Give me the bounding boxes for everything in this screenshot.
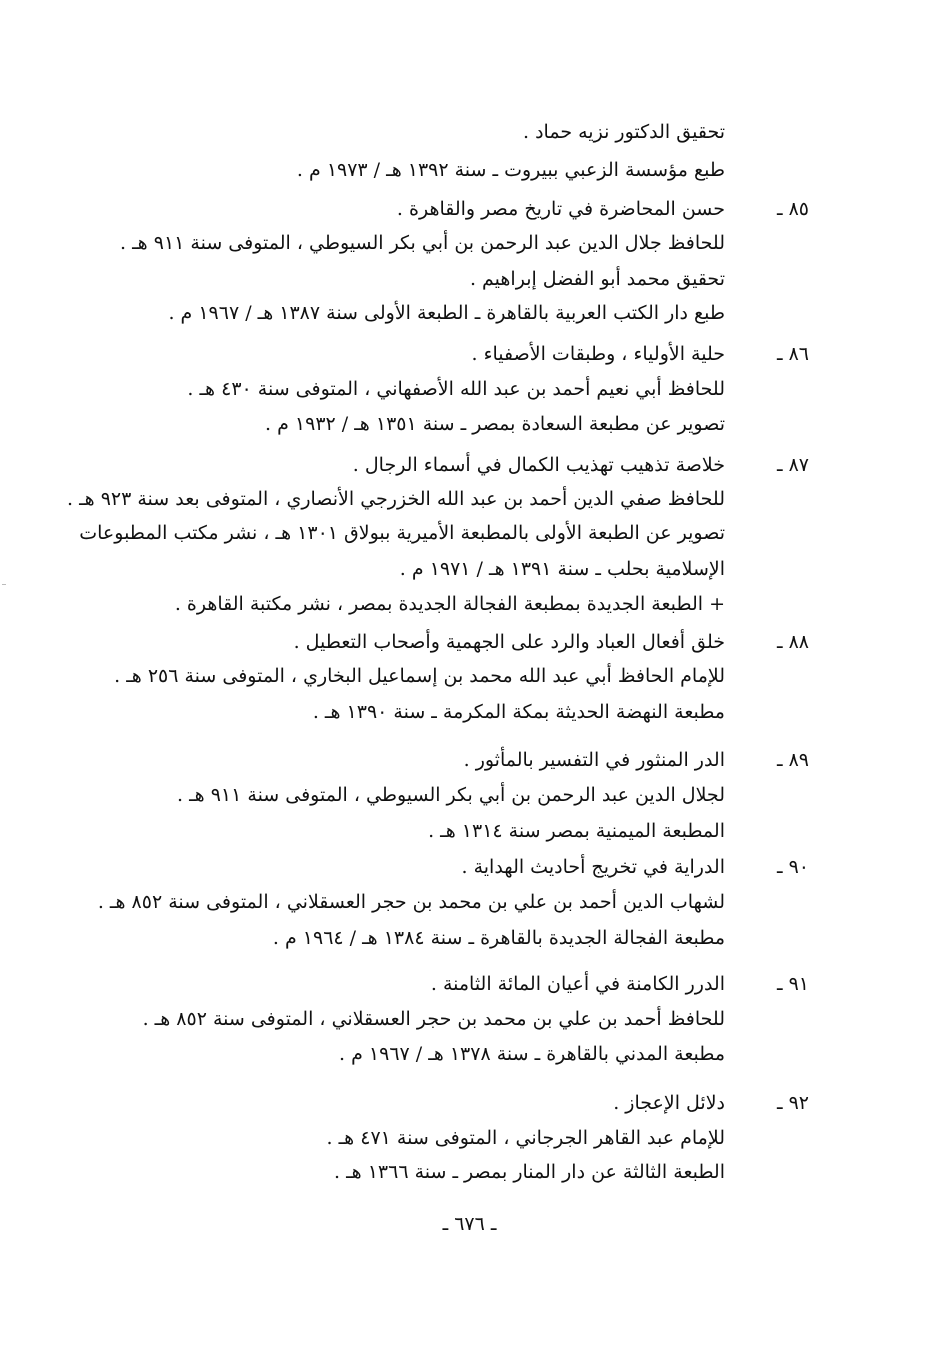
- entry-87-new-edition: + الطبعة الجديدة بمطبعة الفجالة الجديدة بمصر ، نشر مكتبة القاهرة .: [174, 593, 725, 615]
- entry-92-author: للإمام عبد القاهر الجرجاني ، المتوفى سنة ٤٧١ هـ .: [326, 1127, 725, 1149]
- page-number: ـ ٦٧٦ ـ: [442, 1213, 497, 1235]
- entry-89-print: المطبعة الميمنية بمصر سنة ١٣١٤ هـ .: [428, 820, 725, 842]
- entry-87-print: تصوير عن الطبعة الأولى بالمطبعة الأميرية ببولاق ١٣٠١ هـ ، نشر مكتب المطبوعات: [79, 522, 725, 544]
- entry-86-number: ٨٦ ـ: [776, 343, 809, 365]
- entry-90-number: ٩٠ ـ: [776, 856, 809, 878]
- entry-90-print: مطبعة الفجالة الجديدة بالقاهرة ـ سنة ١٣٨٤ هـ / ١٩٦٤ م .: [272, 927, 725, 949]
- entry-92-number: ٩٢ ـ: [776, 1092, 809, 1114]
- entry-88-title: خلق أفعال العباد والرد على الجهمية وأصحاب التعطيل .: [293, 631, 725, 653]
- entry-85-author: للحافظ جلال الدين عبد الرحمن بن أبي بكر السيوطي ، المتوفى سنة ٩١١ هـ .: [120, 232, 725, 254]
- entry-87-author: للحافظ صفي الدين أحمد بن عبد الله الخزرجي الأنصاري ، المتوفى بعد سنة ٩٢٣ هـ .: [66, 488, 725, 510]
- entry-91-title: الدرر الكامنة في أعيان المائة الثامنة .: [430, 973, 725, 995]
- entry-91-number: ٩١ ـ: [776, 973, 809, 995]
- entry-87-title: خلاصة تذهيب تهذيب الكمال في أسماء الرجال .: [352, 454, 725, 476]
- entry-85-title: حسن المحاضرة في تاريخ مصر والقاهرة .: [396, 198, 725, 220]
- entry-89-number: ٨٩ ـ: [776, 749, 809, 771]
- entry-86-print: تصوير عن مطبعة السعادة بمصر ـ سنة ١٣٥١ هـ / ١٩٣٢ م .: [265, 413, 725, 435]
- entry-85-print: طبع دار الكتب العربية بالقاهرة ـ الطبعة الأولى سنة ١٣٨٧ هـ / ١٩٦٧ م .: [168, 302, 725, 324]
- entry-89-title: الدر المنثور في التفسير بالمأثور .: [463, 749, 725, 771]
- entry-85-editor: تحقيق محمد أبو الفضل إبراهيم .: [469, 268, 725, 290]
- entry-87-number: ٨٧ ـ: [776, 454, 809, 476]
- entry-86-author: للحافظ أبي نعيم أحمد بن عبد الله الأصفهاني ، المتوفى سنة ٤٣٠ هـ .: [187, 378, 725, 400]
- entry-88-author: للإمام الحافظ أبي عبد الله محمد بن إسماعيل البخاري ، المتوفى سنة ٢٥٦ هـ .: [114, 665, 725, 687]
- entry-91-print: مطبعة المدني بالقاهرة ـ سنة ١٣٧٨ هـ / ١٩٦٧ م .: [339, 1043, 725, 1065]
- margin-mark: [2, 584, 6, 585]
- entry-92-print: الطبعة الثالثة عن دار المنار بمصر ـ سنة ١٣٦٦ هـ .: [333, 1161, 725, 1183]
- entry-88-print: مطبعة النهضة الحديثة بمكة المكرمة ـ سنة ١٣٩٠ هـ .: [312, 701, 725, 723]
- entry-91-author: للحافظ أحمد بن علي بن محمد بن حجر العسقلاني ، المتوفى سنة ٨٥٢ هـ .: [142, 1008, 725, 1030]
- entry-87-print-cont: الإسلامية بحلب ـ سنة ١٣٩١ هـ / ١٩٧١ م .: [399, 558, 725, 580]
- entry-90-author: لشهاب الدين أحمد بن علي بن محمد بن حجر العسقلاني ، المتوفى سنة ٨٥٢ هـ .: [97, 891, 725, 913]
- entry-92-title: دلائل الإعجاز .: [613, 1092, 725, 1114]
- entry-84-editor-line: تحقيق الدكتور نزيه حماد .: [523, 121, 725, 143]
- entry-86-title: حلية الأولياء ، وطبقات الأصفياء .: [471, 343, 725, 365]
- entry-89-author: لجلال الدين عبد الرحمن بن أبي بكر السيوطي ، المتوفى سنة ٩١١ هـ .: [177, 784, 725, 806]
- entry-84-print-line: طبع مؤسسة الزعبي ببيروت ـ سنة ١٣٩٢ هـ / ١٩٧٣ م .: [296, 159, 725, 181]
- entry-88-number: ٨٨ ـ: [776, 631, 809, 653]
- entry-85-number: ٨٥ ـ: [776, 198, 809, 220]
- entry-90-title: الدراية في تخريج أحاديث الهداية .: [461, 856, 725, 878]
